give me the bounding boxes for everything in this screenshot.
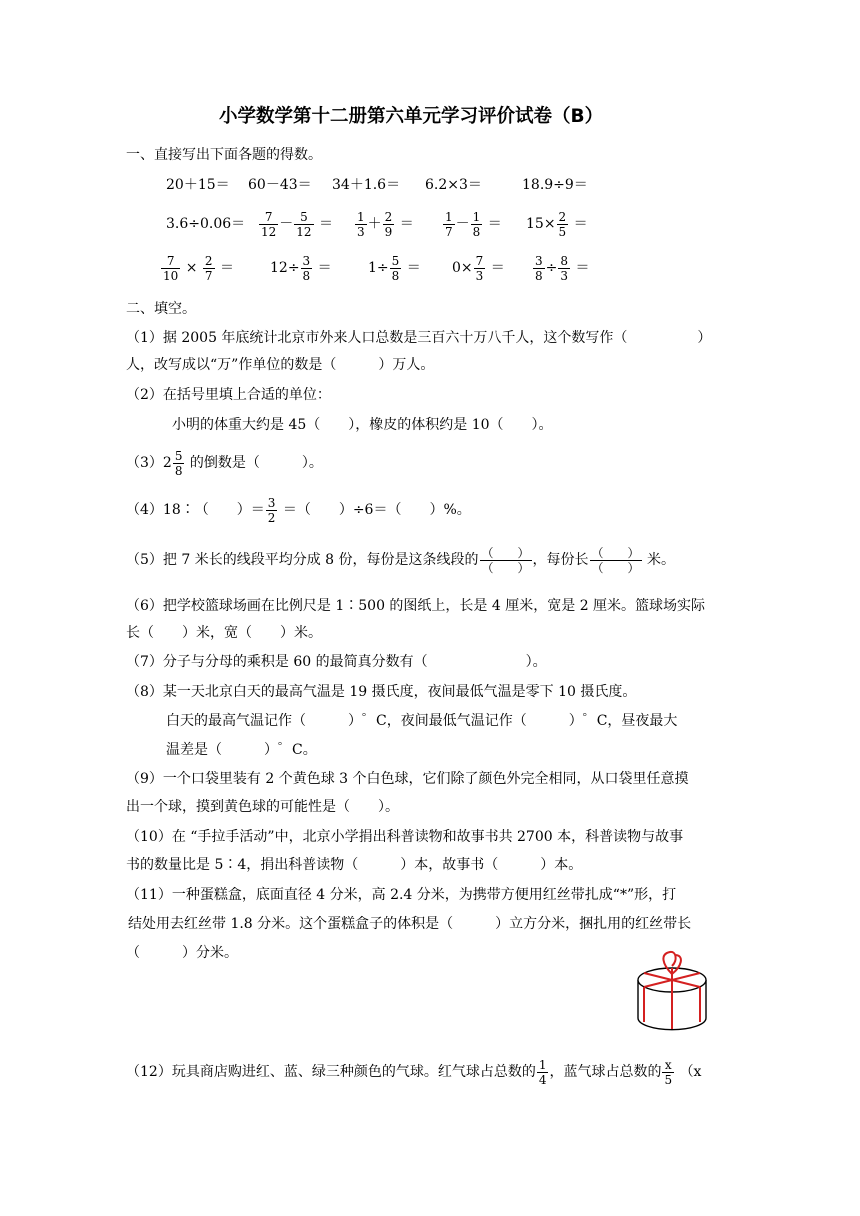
fraction: $\frac{3}{8}$: [302, 253, 311, 283]
q10-line2: 书的数量比是 5∶4，捐出科普读物（ ）本，故事书（ ）本。: [126, 857, 583, 873]
calc-3-2: 12÷ $\frac{3}{8}$ ＝: [270, 253, 332, 283]
fraction: $\frac{5}{8}$: [391, 253, 400, 283]
calc-1-2: 60－43＝: [248, 177, 312, 193]
q6-line1: （6）把学校篮球场画在比例尺是 1∶500 的图纸上，长是 4 厘米，宽是 2 厘米。篮球场实际: [126, 598, 706, 614]
fraction: $\frac{7}{3}$: [475, 253, 484, 283]
fraction: $\frac{7}{10}$: [163, 253, 179, 283]
calc-2-4: $\frac{1}{7}$ － $\frac{1}{8}$ ＝: [445, 209, 502, 239]
q8-line1: （8）某一天北京白天的最高气温是 19 摄氏度，夜间最低气温是零下 10 摄氏度。: [126, 684, 637, 700]
q6-line2: 长（ ）米，宽（ ）米。: [126, 625, 322, 641]
fraction: $\frac{3}{8}$: [535, 253, 543, 283]
fraction: $\frac{1}{8}$: [472, 209, 481, 239]
fraction: $\frac{1}{7}$: [445, 209, 453, 239]
cake-box-illustration: [632, 946, 712, 1036]
q7: （7）分子与分母的乘积是 60 的最简真分数有（ ）。: [126, 654, 547, 670]
q11-line1: （11）一种蛋糕盒，底面直径 4 分米，高 2.4 分米，为携带方便用红丝带扎成“*”形，打: [126, 887, 677, 903]
fraction: $\frac{5}{12}$: [296, 209, 312, 239]
fraction: $\frac{1}{3}$: [357, 209, 365, 239]
q2-line2: 小明的体重大约是 45（ ），橡皮的体积约是 10（ ）。: [172, 417, 553, 433]
calc-3-3: 1÷ $\frac{5}{8}$ ＝: [368, 253, 421, 283]
q9-line2: 出一个球，摸到黄色球的可能性是（ ）。: [126, 799, 399, 815]
calc-1-3: 34＋1.6＝: [332, 177, 401, 193]
calc-2-2: $\frac{7}{12}$ － $\frac{5}{12}$ ＝: [261, 209, 334, 239]
fraction: $\frac{8}{3}$: [560, 253, 569, 283]
fraction: $\frac{1}{4}$: [538, 1057, 547, 1087]
calc-2-5: 15× $\frac{2}{5}$ ＝: [526, 209, 588, 239]
fraction: $\frac{x}{5}$: [664, 1057, 673, 1087]
fraction: $\frac{2}{7}$: [204, 253, 213, 283]
q2-line1: （2）在括号里填上合适的单位：: [126, 387, 331, 403]
section2-heading: 二、填空。: [126, 301, 196, 317]
q11-line2: 结处用去红丝带 1.8 分米。这个蛋糕盒子的体积是（ ）立方分米，捆扎用的红丝带长: [128, 916, 692, 932]
q8-line3: 温差是（ ）゜C。: [166, 742, 317, 758]
calc-1-1: 20＋15＝: [166, 177, 230, 193]
calc-1-5: 18.9÷9＝: [522, 177, 588, 193]
fraction: $\frac{5}{8}$: [174, 448, 183, 478]
q4: （4）18∶（ ）＝ $\frac{3}{2}$ ＝（ ）÷6＝（ ）%。: [126, 495, 471, 525]
fraction: $\frac{2}{9}$: [384, 209, 393, 239]
q10-line1: （10）在 “手拉手活动”中，北京小学捐出科普读物和故事书共 2700 本，科普读物与故事: [126, 829, 684, 845]
page-title: 小学数学第十二册第六单元学习评价试卷（B）: [219, 106, 604, 127]
q12: （12）玩具商店购进红、蓝、绿三种颜色的气球。红气球占总数的 $\frac{1}{4}$ ，蓝气球占总数的 $\frac{x}{5}$ （x: [126, 1057, 702, 1087]
section1-heading: 一、直接写出下面各题的得数。: [126, 147, 322, 163]
q5: （5）把 7 米长的线段平均分成 8 份，每份是这条线段的 $\frac{( )}{( )}$ ，每份长 $\frac{( )}{( )}$ 米。: [126, 545, 676, 575]
q1-line2: 人，改写成以“万”作单位的数是（ ）万人。: [126, 357, 435, 373]
fraction-blank: $\frac{( )}{( )}$: [481, 545, 530, 575]
calc-3-1: $\frac{7}{10}$ × $\frac{2}{7}$ ＝: [163, 253, 235, 283]
calc-3-5: $\frac{3}{8}$ ÷ $\frac{8}{3}$ ＝: [535, 253, 590, 283]
calc-1-4: 6.2×3＝: [425, 177, 482, 193]
calc-2-3: $\frac{1}{3}$ ＋ $\frac{2}{9}$ ＝: [357, 209, 414, 239]
fraction: $\frac{2}{5}$: [558, 209, 567, 239]
q3: （3）2 $\frac{5}{8}$ 的倒数是（ ）。: [126, 448, 323, 478]
fraction-blank: $\frac{( )}{( )}$: [591, 545, 640, 575]
calc-3-4: 0× $\frac{7}{3}$ ＝: [452, 253, 505, 283]
q9-line1: （9）一个口袋里装有 2 个黄色球 3 个白色球，它们除了颜色外完全相同，从口袋里任意摸: [126, 771, 689, 787]
q1-line1: （1）据 2005 年底统计北京市外来人口总数是三百六十万八千人，这个数写作（ ）: [126, 330, 712, 346]
q8-line2: 白天的最高气温记作（ ）゜C，夜间最低气温记作（ ）゜C，昼夜最大: [166, 713, 678, 729]
q11-line3: （ ）分米。: [126, 945, 238, 961]
fraction: $\frac{7}{12}$: [261, 209, 277, 239]
calc-2-1: 3.6÷0.06＝: [166, 216, 246, 232]
fraction: $\frac{3}{2}$: [267, 495, 276, 525]
